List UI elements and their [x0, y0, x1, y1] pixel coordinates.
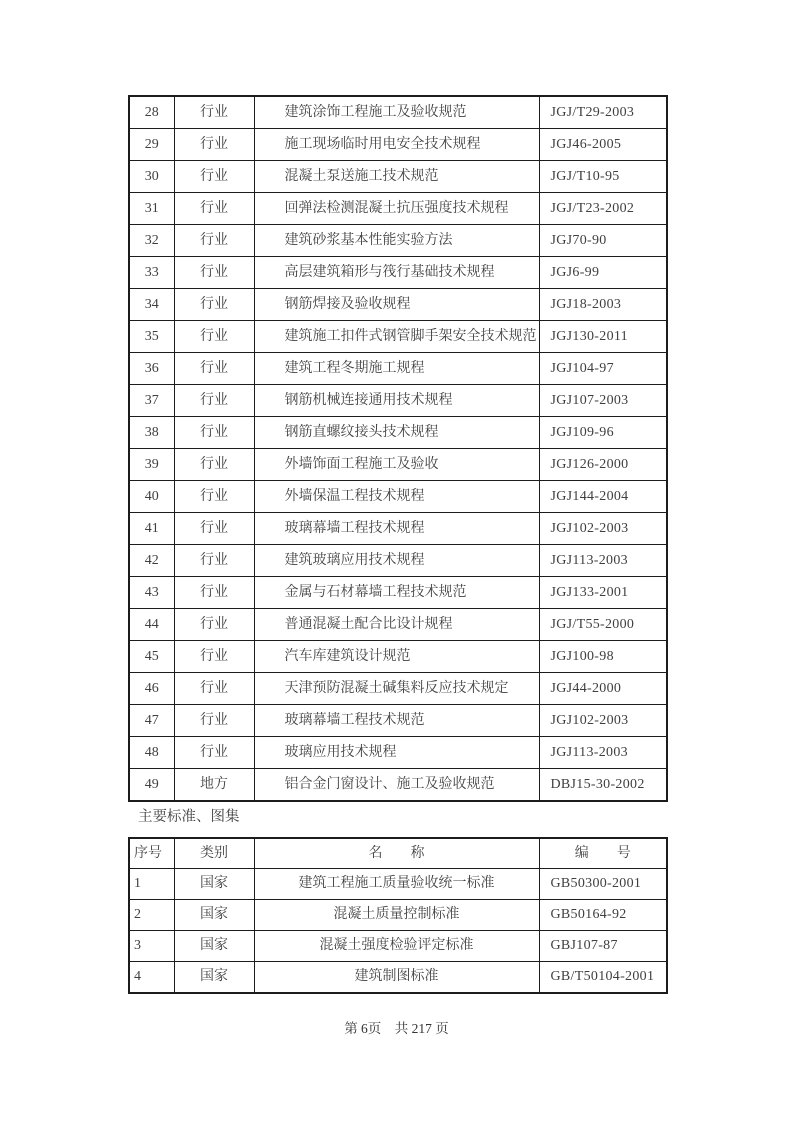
table-row: [129, 641, 667, 673]
table-row: [129, 545, 667, 577]
standards-table-industry: [128, 95, 668, 802]
row-number-cell: 36: [129, 353, 174, 385]
table-row: [129, 737, 667, 769]
row-number-cell: 28: [129, 96, 174, 129]
standard-code-cell: JGJ44-2000: [539, 673, 667, 705]
table-row: [129, 962, 667, 994]
standard-name-cell: 钢筋直螺纹接头技术规程: [254, 417, 539, 449]
standard-code-cell: JGJ107-2003: [539, 385, 667, 417]
standard-name-cell: 钢筋机械连接通用技术规程: [254, 385, 539, 417]
standard-code-cell: JGJ/T29-2003: [539, 96, 667, 129]
standard-code-cell: GB50164-92: [539, 900, 667, 931]
row-number-cell: 41: [129, 513, 174, 545]
table-row: [129, 609, 667, 641]
table-row: [129, 193, 667, 225]
standard-name-cell: 混凝土泵送施工技术规范: [254, 161, 539, 193]
category-cell: 行业: [174, 385, 254, 417]
standard-code-cell: JGJ113-2003: [539, 737, 667, 769]
category-cell: 行业: [174, 321, 254, 353]
row-number-cell: 49: [129, 769, 174, 802]
table-row: [129, 129, 667, 161]
standard-name-cell: 高层建筑箱形与筏行基础技术规程: [254, 257, 539, 289]
category-cell: 行业: [174, 289, 254, 321]
category-cell: 行业: [174, 96, 254, 129]
row-number-cell: 37: [129, 385, 174, 417]
table-row: [129, 481, 667, 513]
row-number-cell: 2: [129, 900, 174, 931]
table-row: [129, 769, 667, 802]
category-cell: 行业: [174, 193, 254, 225]
standard-name-cell: 外墙保温工程技术规程: [254, 481, 539, 513]
row-number-cell: 43: [129, 577, 174, 609]
standard-code-cell: JGJ144-2004: [539, 481, 667, 513]
standard-name-cell: 铝合金门窗设计、施工及验收规范: [254, 769, 539, 802]
standard-code-cell: GBJ107-87: [539, 931, 667, 962]
standard-name-cell: 混凝土强度检验评定标准: [254, 931, 539, 962]
row-number-cell: 34: [129, 289, 174, 321]
standard-name-cell: 钢筋焊接及验收规程: [254, 289, 539, 321]
standard-name-cell: 建筑工程施工质量验收统一标准: [254, 869, 539, 900]
category-cell: 行业: [174, 417, 254, 449]
standard-name-cell: 玻璃应用技术规程: [254, 737, 539, 769]
standard-name-cell: 建筑制图标准: [254, 962, 539, 994]
standard-code-cell: JGJ104-97: [539, 353, 667, 385]
row-number-cell: 47: [129, 705, 174, 737]
category-cell: 行业: [174, 353, 254, 385]
row-number-cell: 45: [129, 641, 174, 673]
standard-code-cell: JGJ100-98: [539, 641, 667, 673]
category-cell: 国家: [174, 962, 254, 994]
table-row: [129, 257, 667, 289]
category-cell: 行业: [174, 545, 254, 577]
table-row: [129, 869, 667, 900]
table-row: [129, 225, 667, 257]
row-number-cell: 48: [129, 737, 174, 769]
standard-code-cell: GB/T50104-2001: [539, 962, 667, 994]
standard-code-cell: JGJ130-2011: [539, 321, 667, 353]
table-row: [129, 577, 667, 609]
standard-code-cell: JGJ102-2003: [539, 513, 667, 545]
standard-name-cell: 玻璃幕墙工程技术规范: [254, 705, 539, 737]
standard-code-cell: JGJ102-2003: [539, 705, 667, 737]
header-name: 名 称: [254, 838, 539, 869]
table-row: [129, 353, 667, 385]
standard-name-cell: 普通混凝土配合比设计规程: [254, 609, 539, 641]
row-number-cell: 32: [129, 225, 174, 257]
standard-name-cell: 回弹法检测混凝土抗压强度技术规程: [254, 193, 539, 225]
category-cell: 行业: [174, 577, 254, 609]
section-title: 主要标准、图集: [138, 809, 240, 825]
category-cell: 国家: [174, 931, 254, 962]
standard-name-cell: 建筑工程冬期施工规程: [254, 353, 539, 385]
table-row: [129, 513, 667, 545]
table-row: [129, 931, 667, 962]
standard-code-cell: GB50300-2001: [539, 869, 667, 900]
row-number-cell: 31: [129, 193, 174, 225]
table-row: [129, 673, 667, 705]
category-cell: 国家: [174, 900, 254, 931]
standard-name-cell: 混凝土质量控制标准: [254, 900, 539, 931]
table-row: [129, 900, 667, 931]
standard-code-cell: JGJ/T55-2000: [539, 609, 667, 641]
category-cell: 行业: [174, 705, 254, 737]
row-number-cell: 42: [129, 545, 174, 577]
table-row: [129, 96, 667, 129]
standard-name-cell: 建筑施工扣件式钢管脚手架安全技术规范: [254, 321, 539, 353]
standard-name-cell: 施工现场临时用电安全技术规程: [254, 129, 539, 161]
table-row: [129, 289, 667, 321]
row-number-cell: 29: [129, 129, 174, 161]
header-no: 序号: [129, 838, 174, 869]
standard-name-cell: 天津预防混凝土碱集料反应技术规定: [254, 673, 539, 705]
standard-code-cell: JGJ109-96: [539, 417, 667, 449]
standard-name-cell: 建筑玻璃应用技术规程: [254, 545, 539, 577]
row-number-cell: 30: [129, 161, 174, 193]
category-cell: 行业: [174, 225, 254, 257]
row-number-cell: 44: [129, 609, 174, 641]
standard-name-cell: 金属与石材幕墙工程技术规范: [254, 577, 539, 609]
standard-code-cell: JGJ113-2003: [539, 545, 667, 577]
row-number-cell: 39: [129, 449, 174, 481]
table-row: [129, 385, 667, 417]
table-row: [129, 449, 667, 481]
category-cell: 行业: [174, 673, 254, 705]
category-cell: 行业: [174, 513, 254, 545]
category-cell: 行业: [174, 161, 254, 193]
header-code: 编 号: [539, 838, 667, 869]
standard-name-cell: 建筑涂饰工程施工及验收规范: [254, 96, 539, 129]
category-cell: 行业: [174, 609, 254, 641]
row-number-cell: 33: [129, 257, 174, 289]
category-cell: 行业: [174, 481, 254, 513]
standard-name-cell: 建筑砂浆基本性能实验方法: [254, 225, 539, 257]
table-row: [129, 161, 667, 193]
standard-name-cell: 玻璃幕墙工程技术规程: [254, 513, 539, 545]
standard-name-cell: 外墙饰面工程施工及验收: [254, 449, 539, 481]
table-header-row: [129, 838, 667, 869]
standard-code-cell: JGJ46-2005: [539, 129, 667, 161]
table-row: [129, 705, 667, 737]
category-cell: 国家: [174, 869, 254, 900]
standard-code-cell: JGJ133-2001: [539, 577, 667, 609]
header-category: 类别: [174, 838, 254, 869]
standards-table-national: [128, 837, 668, 994]
page-footer: 第 6页 共 217 页: [344, 1021, 449, 1036]
category-cell: 地方: [174, 769, 254, 802]
standard-code-cell: JGJ/T23-2002: [539, 193, 667, 225]
row-number-cell: 40: [129, 481, 174, 513]
standard-code-cell: JGJ126-2000: [539, 449, 667, 481]
standard-code-cell: JGJ18-2003: [539, 289, 667, 321]
row-number-cell: 38: [129, 417, 174, 449]
row-number-cell: 35: [129, 321, 174, 353]
row-number-cell: 1: [129, 869, 174, 900]
standard-code-cell: DBJ15-30-2002: [539, 769, 667, 802]
category-cell: 行业: [174, 129, 254, 161]
row-number-cell: 3: [129, 931, 174, 962]
category-cell: 行业: [174, 449, 254, 481]
category-cell: 行业: [174, 257, 254, 289]
category-cell: 行业: [174, 737, 254, 769]
category-cell: 行业: [174, 641, 254, 673]
table-row: [129, 321, 667, 353]
standard-code-cell: JGJ6-99: [539, 257, 667, 289]
row-number-cell: 4: [129, 962, 174, 994]
standard-code-cell: JGJ70-90: [539, 225, 667, 257]
row-number-cell: 46: [129, 673, 174, 705]
table-row: [129, 417, 667, 449]
standard-name-cell: 汽车库建筑设计规范: [254, 641, 539, 673]
standard-code-cell: JGJ/T10-95: [539, 161, 667, 193]
